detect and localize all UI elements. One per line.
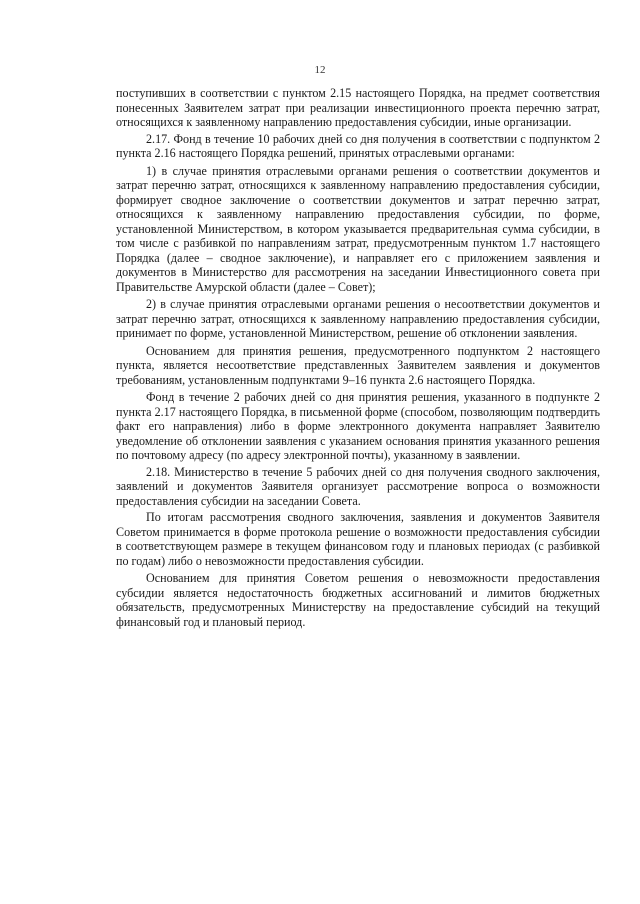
page-number: 12	[314, 64, 326, 76]
paragraph-council-decision: По итогам рассмотрения сводного заключения, заявления и документов Заявителя Советом принимается в форме протокола решение о возможности предоставления субсидии в соответствующем размере в текущем финансовом году и плановых периодах (с разбивкой по годам) либо о невозможности предоставления субсидии.	[116, 510, 600, 568]
paragraph-subclause-1: 1) в случае принятия отраслевыми органами решения о соответствии документов и затрат перечню затрат, относящихся к заявленному направлению предоставления субсидии, формирует сводное заключение о соответствии документов и затрат перечню затрат, относящихся к заявленному направлению предоставления субсидии, по форме, установленной Министерством, в котором указывается предварительная сумма субсидии, в том числе с разбивкой по направлениям затрат, предусмотренным пунктом 1.7 настоящего Порядка (далее – сводное заключение), и направляет его с приложением заявления и документов в Министерство для рассмотрения на заседании Инвестиционного совета при Правительстве Амурской области (далее – Совет);	[116, 163, 600, 294]
document-body	[116, 86, 600, 631]
paragraph-continuation: поступивших в соответствии с пунктом 2.15 настоящего Порядка, на предмет соответствия понесенных Заявителем затрат при реализации инвестиционного проекта перечню затрат, относящихся к заявленному направлению предоставления субсидии, иные организации.	[116, 86, 600, 129]
paragraph-refusal-basis: Основанием для принятия Советом решения о невозможности предоставления субсидии является недостаточность бюджетных ассигнований и лимитов бюджетных обязательств, предусмотренных Министерству на предоставление субсидий на текущий финансовый год и плановый период.	[116, 571, 600, 629]
paragraph-rejection-basis: Основанием для принятия решения, предусмотренного подпунктом 2 настоящего пункта, является несоответствие представленных Заявителем заявления и документов требованиям, установленным подпунктами 9–16 пункта 2.6 настоящего Порядка.	[116, 343, 600, 387]
paragraph-subclause-2: 2) в случае принятия отраслевыми органами решения о несоответствии документов и затрат перечню затрат, относящихся к заявленному направлению предоставления субсидии, принимает по форме, установленной Министерством, решение об отклонении заявления.	[116, 297, 600, 340]
paragraph-clause-2-17: 2.17. Фонд в течение 10 рабочих дней со дня получения в соответствии с подпунктом 2 пункта 2.16 настоящего Порядка решений, принятых отраслевыми органами:	[116, 131, 600, 160]
paragraph-clause-2-18: 2.18. Министерство в течение 5 рабочих дней со дня получения сводного заключения, заявлений и документов Заявителя организует рассмотрение вопроса о возможности предоставления субсидии на заседании Совета.	[116, 464, 600, 508]
paragraph-rejection-notice: Фонд в течение 2 рабочих дней со дня принятия решения, указанного в подпункте 2 пункта 2.17 настоящего Порядка, в письменной форме (способом, позволяющим подтвердить факт его направления) либо в форме электронного документа направляет Заявителю уведомление об отклонении заявления с указанием основания принятия указанного решения по почтовому адресу (по адресу электронной почты), указанному в заявлении.	[116, 390, 600, 462]
